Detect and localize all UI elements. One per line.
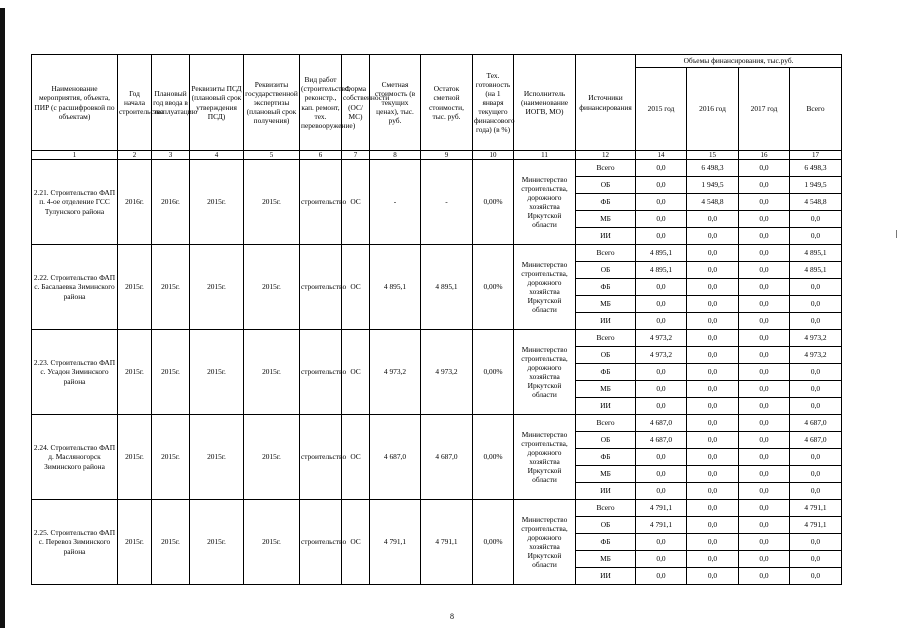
source-cell: Всего [576, 160, 636, 177]
scan-edge-mark [0, 8, 5, 628]
project-name: 2.25. Строительство ФАП с. Перевоз Зиминского района [32, 500, 118, 585]
expertise-cell: 2015г. [244, 330, 300, 415]
funding-2015-cell: 0,0 [636, 177, 687, 194]
funding-2016-cell: 0,0 [687, 262, 739, 279]
funding-2016-cell: 0,0 [687, 228, 739, 245]
readiness-cell: 0,00% [473, 245, 514, 330]
remaining-cost-cell: 4 687,0 [421, 415, 473, 500]
column-number-cell: 9 [421, 151, 473, 160]
column-number-cell: 14 [636, 151, 687, 160]
funding-2015-cell: 0,0 [636, 398, 687, 415]
work-type-cell: строительство [300, 500, 342, 585]
readiness-cell: 0,00% [473, 500, 514, 585]
funding-2016-cell: 0,0 [687, 296, 739, 313]
funding-2015-cell: 0,0 [636, 364, 687, 381]
start-year-cell: 2015г. [118, 415, 152, 500]
table-row [32, 160, 842, 177]
executor-cell: Министерство строительства, дорожного хозяйства Иркутской области [514, 500, 576, 585]
funding-2017-cell: 0,0 [739, 211, 790, 228]
funding-2017-cell: 0,0 [739, 177, 790, 194]
funding-2015-cell: 0,0 [636, 534, 687, 551]
start-year-cell: 2015г. [118, 330, 152, 415]
funding-2016-cell: 0,0 [687, 449, 739, 466]
funding-2015-cell: 0,0 [636, 381, 687, 398]
funding-total-cell: 0,0 [790, 466, 842, 483]
executor-cell: Министерство строительства, дорожного хозяйства Иркутской области [514, 415, 576, 500]
funding-2016-cell: 0,0 [687, 534, 739, 551]
funding-2015-cell: 4 895,1 [636, 245, 687, 262]
header-executor: Исполнитель (наименование ИОГВ, МО) [514, 55, 576, 151]
source-cell: ИИ [576, 228, 636, 245]
source-cell: ФБ [576, 279, 636, 296]
start-year-cell: 2015г. [118, 245, 152, 330]
source-cell: ОБ [576, 347, 636, 364]
funding-2015-cell: 0,0 [636, 296, 687, 313]
estimate-cost-cell: 4 973,2 [370, 330, 421, 415]
funding-total-cell: 0,0 [790, 551, 842, 568]
funding-2017-cell: 0,0 [739, 466, 790, 483]
funding-2016-cell: 0,0 [687, 347, 739, 364]
funding-total-cell: 0,0 [790, 483, 842, 500]
header-remaining-cost: Остаток сметной стоимости, тыс. руб. [421, 55, 473, 151]
header-total: Всего [790, 68, 842, 151]
funding-2016-cell: 4 548,8 [687, 194, 739, 211]
funding-2017-cell: 0,0 [739, 483, 790, 500]
column-number-cell: 1 [32, 151, 118, 160]
remaining-cost-cell: 4 791,1 [421, 500, 473, 585]
table-row [32, 500, 842, 517]
funding-2016-cell: 0,0 [687, 415, 739, 432]
funding-total-cell: 0,0 [790, 364, 842, 381]
header-2015: 2015 год [636, 68, 687, 151]
project-name: 2.24. Строительство ФАП д. Масляногорск Зиминского района [32, 415, 118, 500]
funding-total-cell: 4 548,8 [790, 194, 842, 211]
funding-2016-cell: 1 949,5 [687, 177, 739, 194]
expertise-cell: 2015г. [244, 245, 300, 330]
funding-2017-cell: 0,0 [739, 517, 790, 534]
funding-2017-cell: 0,0 [739, 568, 790, 585]
work-type-cell: строительство [300, 415, 342, 500]
column-number-cell: 12 [576, 151, 636, 160]
expertise-cell: 2015г. [244, 415, 300, 500]
source-cell: ОБ [576, 177, 636, 194]
header-work-type: Вид работ (строительство, реконстр., кап. ремонт, тех. перевооружение) [300, 55, 342, 151]
funding-2015-cell: 0,0 [636, 483, 687, 500]
column-number-cell: 11 [514, 151, 576, 160]
column-number-cell: 3 [152, 151, 190, 160]
funding-2017-cell: 0,0 [739, 534, 790, 551]
header-start-year: Год начала строительства [118, 55, 152, 151]
funding-2015-cell: 0,0 [636, 466, 687, 483]
readiness-cell: 0,00% [473, 330, 514, 415]
funding-2017-cell: 0,0 [739, 160, 790, 177]
funding-2016-cell: 0,0 [687, 279, 739, 296]
funding-2015-cell: 0,0 [636, 279, 687, 296]
funding-total-cell: 4 973,2 [790, 347, 842, 364]
funding-2017-cell: 0,0 [739, 279, 790, 296]
funding-total-cell: 0,0 [790, 568, 842, 585]
funding-total-cell: 6 498,3 [790, 160, 842, 177]
funding-2015-cell: 0,0 [636, 194, 687, 211]
financing-table [31, 54, 842, 585]
header-planned-year: Плановый год ввода в эксплуатацию [152, 55, 190, 151]
funding-2015-cell: 4 973,2 [636, 347, 687, 364]
funding-2017-cell: 0,0 [739, 262, 790, 279]
expertise-cell: 2015г. [244, 160, 300, 245]
source-cell: МБ [576, 211, 636, 228]
header-funding-group: Объемы финансирования, тыс.руб. [636, 55, 842, 68]
estimate-cost-cell: - [370, 160, 421, 245]
funding-total-cell: 4 687,0 [790, 415, 842, 432]
funding-2017-cell: 0,0 [739, 432, 790, 449]
funding-2016-cell: 0,0 [687, 364, 739, 381]
funding-total-cell: 0,0 [790, 296, 842, 313]
executor-cell: Министерство строительства, дорожного хозяйства Иркутской области [514, 245, 576, 330]
funding-2016-cell: 0,0 [687, 568, 739, 585]
page-number: 8 [450, 612, 454, 621]
funding-2017-cell: 0,0 [739, 500, 790, 517]
source-cell: Всего [576, 245, 636, 262]
header-psd: Реквизиты ПСД (плановый срок утверждения ПСД) [190, 55, 244, 151]
funding-2015-cell: 0,0 [636, 160, 687, 177]
funding-2016-cell: 0,0 [687, 313, 739, 330]
funding-2015-cell: 4 791,1 [636, 500, 687, 517]
source-cell: Всего [576, 415, 636, 432]
source-cell: ИИ [576, 483, 636, 500]
column-number-cell: 7 [342, 151, 370, 160]
work-type-cell: строительство [300, 330, 342, 415]
funding-2017-cell: 0,0 [739, 347, 790, 364]
ownership-cell: ОС [342, 415, 370, 500]
funding-total-cell: 4 791,1 [790, 500, 842, 517]
source-cell: ФБ [576, 449, 636, 466]
planned-year-cell: 2015г. [152, 330, 190, 415]
funding-2016-cell: 6 498,3 [687, 160, 739, 177]
table-row [32, 245, 842, 262]
column-number-cell: 16 [739, 151, 790, 160]
header-2016: 2016 год [687, 68, 739, 151]
executor-cell: Министерство строительства, дорожного хозяйства Иркутской области [514, 160, 576, 245]
funding-total-cell: 4 791,1 [790, 517, 842, 534]
psd-cell: 2015г. [190, 500, 244, 585]
funding-2017-cell: 0,0 [739, 330, 790, 347]
ownership-cell: ОС [342, 245, 370, 330]
funding-2017-cell: 0,0 [739, 194, 790, 211]
funding-2016-cell: 0,0 [687, 466, 739, 483]
project-name: 2.22. Строительство ФАП с. Басалаевка Зиминского района [32, 245, 118, 330]
work-type-cell: строительство [300, 245, 342, 330]
planned-year-cell: 2015г. [152, 415, 190, 500]
column-number-cell: 2 [118, 151, 152, 160]
project-name: 2.23. Строительство ФАП с. Усадон Зиминского района [32, 330, 118, 415]
source-cell: ФБ [576, 364, 636, 381]
funding-2015-cell: 0,0 [636, 568, 687, 585]
funding-total-cell: 4 895,1 [790, 245, 842, 262]
column-number-cell: 15 [687, 151, 739, 160]
ownership-cell: ОС [342, 330, 370, 415]
funding-2016-cell: 0,0 [687, 398, 739, 415]
remaining-cost-cell: 4 973,2 [421, 330, 473, 415]
source-cell: МБ [576, 466, 636, 483]
funding-2016-cell: 0,0 [687, 245, 739, 262]
funding-total-cell: 0,0 [790, 534, 842, 551]
planned-year-cell: 2015г. [152, 245, 190, 330]
project-name: 2.21. Строительство ФАП п. 4-ое отделение ГСС Тулунского района [32, 160, 118, 245]
source-cell: ОБ [576, 262, 636, 279]
psd-cell: 2015г. [190, 245, 244, 330]
funding-2016-cell: 0,0 [687, 330, 739, 347]
source-cell: ИИ [576, 568, 636, 585]
funding-2016-cell: 0,0 [687, 211, 739, 228]
ownership-cell: ОС [342, 500, 370, 585]
funding-total-cell: 4 687,0 [790, 432, 842, 449]
psd-cell: 2015г. [190, 160, 244, 245]
funding-2017-cell: 0,0 [739, 296, 790, 313]
funding-2016-cell: 0,0 [687, 483, 739, 500]
funding-2017-cell: 0,0 [739, 313, 790, 330]
funding-2016-cell: 0,0 [687, 500, 739, 517]
funding-total-cell: 4 895,1 [790, 262, 842, 279]
column-number-cell: 5 [244, 151, 300, 160]
estimate-cost-cell: 4 791,1 [370, 500, 421, 585]
start-year-cell: 2015г. [118, 500, 152, 585]
column-number-cell: 4 [190, 151, 244, 160]
funding-2017-cell: 0,0 [739, 449, 790, 466]
funding-2015-cell: 0,0 [636, 313, 687, 330]
funding-total-cell: 0,0 [790, 313, 842, 330]
funding-total-cell: 0,0 [790, 279, 842, 296]
column-number-cell: 17 [790, 151, 842, 160]
funding-2016-cell: 0,0 [687, 517, 739, 534]
scan-tick-mark [896, 230, 897, 238]
executor-cell: Министерство строительства, дорожного хозяйства Иркутской области [514, 330, 576, 415]
funding-2017-cell: 0,0 [739, 245, 790, 262]
funding-2017-cell: 0,0 [739, 228, 790, 245]
funding-2015-cell: 4 895,1 [636, 262, 687, 279]
column-number-cell: 10 [473, 151, 514, 160]
funding-2017-cell: 0,0 [739, 364, 790, 381]
funding-total-cell: 1 949,5 [790, 177, 842, 194]
funding-2015-cell: 4 973,2 [636, 330, 687, 347]
source-cell: ОБ [576, 517, 636, 534]
header-readiness: Тех. готовность (на 1 января текущего финансового года) (в %) [473, 55, 514, 151]
funding-2015-cell: 4 791,1 [636, 517, 687, 534]
header-name: Наименование мероприятия, объекта, ПИР (с расшифровкой по объектам) [32, 55, 118, 151]
work-type-cell: строительство [300, 160, 342, 245]
header-expertise: Реквизиты государственной экспертизы (плановый срок получения) [244, 55, 300, 151]
source-cell: Всего [576, 500, 636, 517]
table-body [32, 160, 842, 585]
psd-cell: 2015г. [190, 330, 244, 415]
psd-cell: 2015г. [190, 415, 244, 500]
ownership-cell: ОС [342, 160, 370, 245]
source-cell: ИИ [576, 398, 636, 415]
column-number-cell: 8 [370, 151, 421, 160]
funding-total-cell: 0,0 [790, 449, 842, 466]
source-cell: ФБ [576, 534, 636, 551]
table-row [32, 415, 842, 432]
header-estimate-cost: Сметная стоимость (в текущих ценах), тыс. руб. [370, 55, 421, 151]
source-cell: Всего [576, 330, 636, 347]
funding-2017-cell: 0,0 [739, 415, 790, 432]
funding-2017-cell: 0,0 [739, 381, 790, 398]
estimate-cost-cell: 4 687,0 [370, 415, 421, 500]
remaining-cost-cell: 4 895,1 [421, 245, 473, 330]
planned-year-cell: 2015г. [152, 500, 190, 585]
funding-2016-cell: 0,0 [687, 432, 739, 449]
funding-2015-cell: 0,0 [636, 211, 687, 228]
funding-2016-cell: 0,0 [687, 551, 739, 568]
header-ownership: Форма собственности (ОС/МС) [342, 55, 370, 151]
source-cell: МБ [576, 551, 636, 568]
source-cell: МБ [576, 296, 636, 313]
funding-total-cell: 4 973,2 [790, 330, 842, 347]
funding-2017-cell: 0,0 [739, 551, 790, 568]
column-numbers-row [32, 151, 842, 160]
remaining-cost-cell: - [421, 160, 473, 245]
readiness-cell: 0,00% [473, 160, 514, 245]
table-header [32, 55, 842, 160]
funding-2017-cell: 0,0 [739, 398, 790, 415]
readiness-cell: 0,00% [473, 415, 514, 500]
funding-2015-cell: 0,0 [636, 449, 687, 466]
header-2017: 2017 год [739, 68, 790, 151]
table-row [32, 330, 842, 347]
funding-total-cell: 0,0 [790, 228, 842, 245]
funding-total-cell: 0,0 [790, 211, 842, 228]
planned-year-cell: 2016г. [152, 160, 190, 245]
expertise-cell: 2015г. [244, 500, 300, 585]
funding-total-cell: 0,0 [790, 398, 842, 415]
funding-2015-cell: 0,0 [636, 551, 687, 568]
start-year-cell: 2016г. [118, 160, 152, 245]
column-number-cell: 6 [300, 151, 342, 160]
header-sources: Источники финансирования [576, 55, 636, 151]
source-cell: ФБ [576, 194, 636, 211]
estimate-cost-cell: 4 895,1 [370, 245, 421, 330]
funding-2016-cell: 0,0 [687, 381, 739, 398]
source-cell: ОБ [576, 432, 636, 449]
source-cell: МБ [576, 381, 636, 398]
funding-2015-cell: 0,0 [636, 228, 687, 245]
funding-2015-cell: 4 687,0 [636, 415, 687, 432]
source-cell: ИИ [576, 313, 636, 330]
funding-2015-cell: 4 687,0 [636, 432, 687, 449]
funding-total-cell: 0,0 [790, 381, 842, 398]
